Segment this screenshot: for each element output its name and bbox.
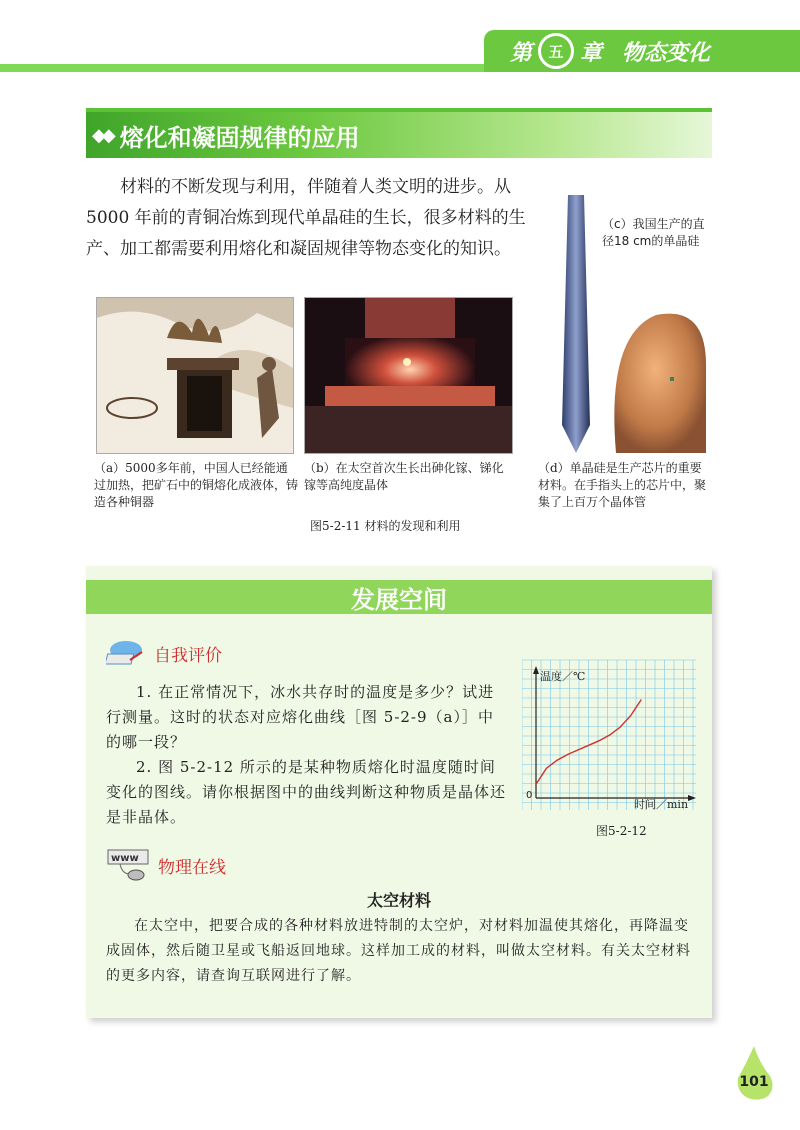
space-crystal-image [305, 298, 512, 453]
chapter-number: 五 [548, 42, 564, 61]
questions-text [106, 680, 506, 830]
bronze-casting-drawing [97, 298, 293, 453]
x-axis-arrow-icon [688, 795, 696, 801]
graph-caption: 图5-2-12 [596, 824, 647, 838]
caption-b: （b）在太空首次生长出砷化镓、锑化镓等高纯度晶体 [304, 461, 504, 492]
space-materials-text [106, 914, 696, 989]
section-title: 熔化和凝固规律的应用 [119, 123, 360, 152]
caption-d: （d）单晶硅是生产芯片的重要材料。在手指头上的芯片中，聚集了上百万个晶体管 [538, 461, 707, 509]
intro-text: 材料的不断发现与利用，伴随着人类文明的进步。从 5000 年前的青铜冶炼到现代单晶硅的生长，很多材料的生产、加工都需要利用熔化和凝固规律等物态变化的知识。 [86, 177, 526, 259]
caption-a: （a）5000多年前，中国人已经能通过加热，把矿石中的铜熔化成液体，铸造各种铜器 [94, 461, 299, 509]
chapter-number-badge [538, 33, 574, 69]
x-axis-label: 时间／min [634, 798, 689, 811]
caption-c: （c）我国生产的直径18 cm的单晶硅 [602, 217, 705, 248]
chapter-heading [510, 34, 710, 68]
www-label: www [111, 853, 139, 864]
intro-paragraph [86, 172, 536, 265]
page-number-drop-icon [732, 1044, 776, 1100]
diamond-bullet-icon: ◆◆ [92, 124, 112, 146]
question-2: 2. 图 5-2-12 所示的是某种物质熔化时温度随时间变化的图线。请你根据图中的曲线判断这种物质是晶体还是非晶体。 [106, 758, 507, 826]
section-heading [92, 112, 360, 158]
panel-title: 发展空间 [351, 585, 447, 614]
chapter-suffix: 章 [580, 39, 603, 66]
page-number: 101 [739, 1074, 769, 1090]
www-mouse-icon [106, 848, 150, 882]
self-evaluation-label: 自我评价 [154, 645, 222, 666]
self-evaluation-icon [106, 638, 146, 668]
self-evaluation-heading [106, 638, 222, 668]
chapter-prefix: 第 [510, 39, 533, 66]
space-crystal-photo [304, 297, 513, 454]
figure-title: 图5-2-11 材料的发现和利用 [310, 519, 461, 533]
physics-online-label: 物理在线 [158, 857, 226, 878]
temperature-chart-svg [522, 658, 696, 813]
chapter-title: 物态变化 [622, 39, 711, 66]
y-axis-arrow-icon [533, 666, 539, 674]
space-materials-title: 太空材料 [366, 891, 431, 910]
space-materials-paragraph: 在太空中，把要合成的各种材料放进特制的太空炉，对材料加温使其熔化，再降温变成固体，然后随卫星或飞船返回地球。这样加工成的材料，叫做太空材料。有关太空材料的更多内容，请查询互联网进行了解。 [106, 918, 691, 984]
y-axis-label: 温度／℃ [540, 670, 586, 683]
bronze-casting-illustration [96, 297, 294, 454]
physics-online-heading [106, 848, 226, 882]
origin-label: 0 [526, 790, 533, 801]
temperature-time-chart [522, 658, 696, 813]
question-1: 1. 在正常情况下，冰水共存时的温度是多少？试进行测量。这时的状态对应熔化曲线［图 5-2-9（a）］中的哪一段？ [106, 683, 495, 751]
